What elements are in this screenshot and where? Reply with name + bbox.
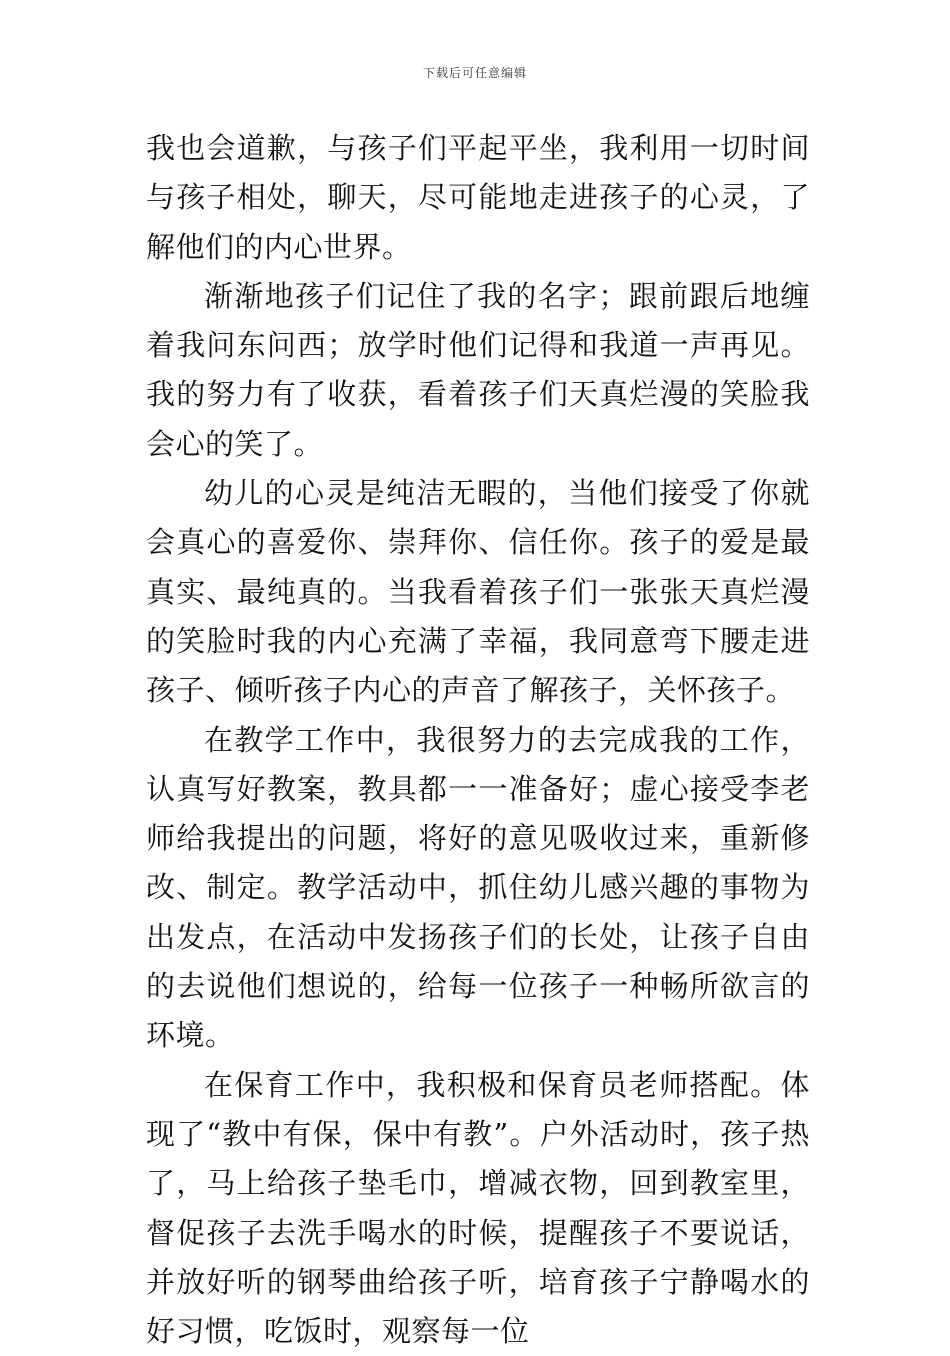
paragraph-4: 在教学工作中，我很努力的去完成我的工作，认真写好教案，教具都一一准备好；虚心接受李老师给我提出的问题，将好的意见吸收过来，重新修改、制定。教学活动中，抓住幼儿感兴趣的事物为出发点，在活动中发扬孩子们的长处，让孩子自由的去说他们想说的，给每一位孩子一种畅所欲言的环境。 — [146, 722, 810, 1053]
paragraph-3: 幼儿的心灵是纯洁无暇的，当他们接受了你就会真心的喜爱你、崇拜你、信任你。孩子的爱是最真实、最纯真的。当我看着孩子们一张张天真烂漫的笑脸时我的内心充满了幸福，我同意弯下腰走进孩子、倾听孩子内心的声音了解孩子，关怀孩子。 — [146, 476, 810, 708]
document-body — [146, 124, 810, 1356]
paragraph-1: 我也会道歉，与孩子们平起平坐，我利用一切时间与孩子相处，聊天，尽可能地走进孩子的心灵，了解他们的内心世界。 — [146, 131, 810, 264]
paragraph-2: 渐渐地孩子们记住了我的名字；跟前跟后地缠着我问东问西；放学时他们记得和我道一声再见。我的努力有了收获，看着孩子们天真烂漫的笑脸我会心的笑了。 — [146, 278, 810, 461]
header-note: 下载后可任意编辑 — [422, 66, 527, 80]
paragraph-5: 在保育工作中，我积极和保育员老师搭配。体现了“教中有保，保中有教”。户外活动时，孩子热了，马上给孩子垫毛巾，增减衣物，回到教室里，督促孩子去洗手喝水的时候，提醒孩子不要说话，并放好听的钢琴曲给孩子听，培育孩子宁静喝水的好习惯，吃饭时，观察每一位 — [146, 1067, 810, 1349]
